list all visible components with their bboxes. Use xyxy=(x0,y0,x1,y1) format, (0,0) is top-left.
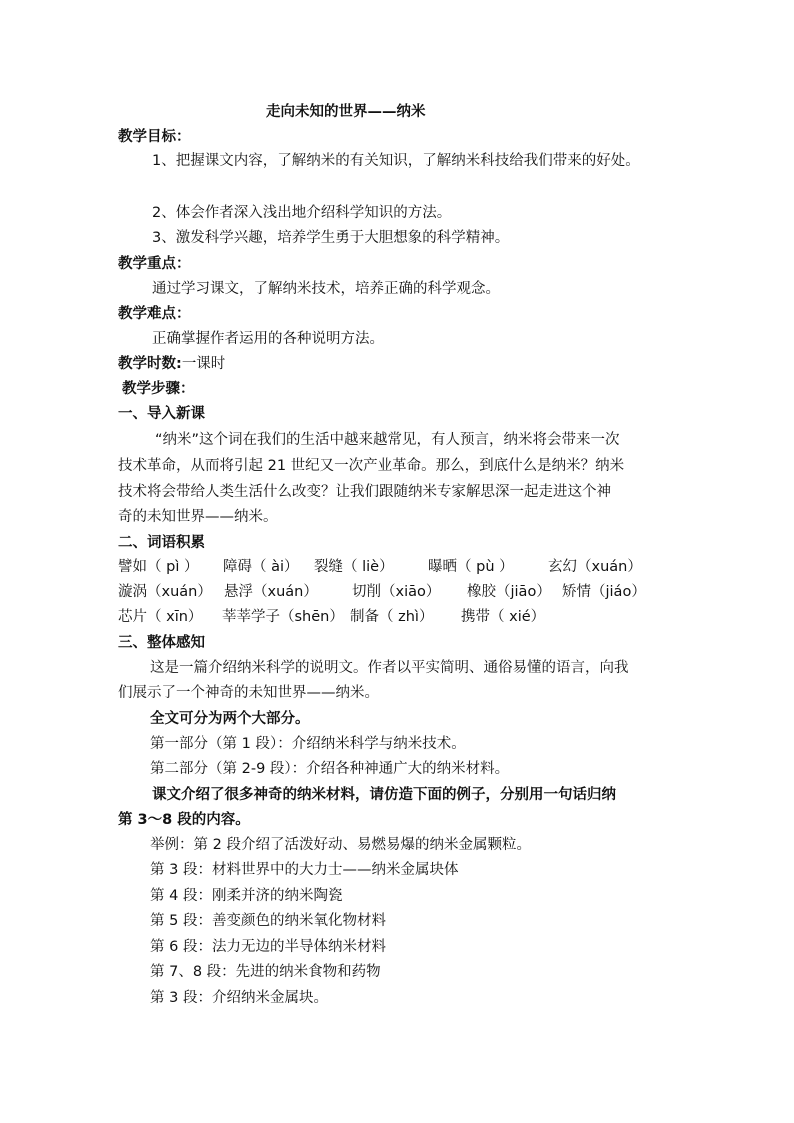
vocab-pinyin: （jiāo） xyxy=(496,584,551,600)
steps-heading: 教学步骤： xyxy=(122,381,195,397)
vocab-word: 携带 xyxy=(461,609,490,625)
vocab-word: 漩涡 xyxy=(118,584,147,600)
vocab-item xyxy=(314,557,394,577)
vocab-pinyin: （ ài） xyxy=(252,559,299,575)
vocab-pinyin: （ liè） xyxy=(343,559,394,575)
task-line-1: 课文介绍了很多神奇的纳米材料，请仿造下面的例子，分别用一句话归纳 xyxy=(152,787,616,803)
vocab-pinyin: （ xīn） xyxy=(147,609,203,625)
vocab-word: 矫情 xyxy=(562,584,591,600)
hours-value: 一课时 xyxy=(181,356,226,372)
goal-item-2: 2、体会作者深入浅出地介绍科学知识的方法。 xyxy=(152,205,452,221)
vocab-pinyin: （ pì ） xyxy=(147,559,199,575)
vocab-item xyxy=(118,582,212,602)
part-item-1: 第一部分（第 1 段）：介绍纳米科学与纳米技术。 xyxy=(150,736,466,752)
vocab-item xyxy=(467,582,551,602)
vocab-pinyin: （xuán） xyxy=(253,584,318,600)
vocab-word: 譬如 xyxy=(118,559,147,575)
vocab-item xyxy=(118,607,202,627)
goal-item-3: 3、激发科学兴趣，培养学生勇于大胆想象的科学精神。 xyxy=(152,230,510,246)
summary-item: 第 7、8 段：先进的纳米食物和药物 xyxy=(150,964,381,980)
vocab-item xyxy=(562,582,646,602)
key-points-text: 通过学习课文，了解纳米技术，培养正确的科学观念。 xyxy=(152,281,500,297)
vocab-word: 制备 xyxy=(350,609,379,625)
goals-heading: 教学目标： xyxy=(118,129,191,145)
vocab-item xyxy=(223,557,299,577)
task-line-2: 第 3～8 段的内容。 xyxy=(118,812,250,828)
vocab-item xyxy=(350,607,433,627)
key-points-heading: 教学重点： xyxy=(118,256,191,272)
vocab-word: 障碍 xyxy=(223,559,252,575)
vocab-item xyxy=(461,607,545,627)
vocab-pinyin: （shēn） xyxy=(280,609,344,625)
vocab-word: 莘莘学子 xyxy=(222,609,280,625)
doc-title: 走向未知的世界——纳米 xyxy=(266,104,426,120)
vocab-word: 芯片 xyxy=(118,609,147,625)
summary-item: 第 6 段：法力无边的半导体纳米材料 xyxy=(150,939,386,955)
vocab-item xyxy=(352,582,440,602)
vocab-word: 切削 xyxy=(352,584,381,600)
section1-line-3: 技术将会带给人类生活什么改变？让我们跟随纳米专家解思深一起走进这个神 xyxy=(118,484,611,500)
vocab-item xyxy=(222,607,344,627)
vocab-item xyxy=(118,557,198,577)
vocab-pinyin: （ pù ） xyxy=(457,559,514,575)
section1-heading: 一、导入新课 xyxy=(118,406,205,422)
section2-heading: 二、词语积累 xyxy=(118,535,205,551)
section3-heading: 三、整体感知 xyxy=(118,635,205,651)
section1-line-1: “纳米”这个词在我们的生活中越来越常见，有人预言，纳米将会带来一次 xyxy=(155,432,620,448)
section1-line-2: 技术革命，从而将引起 21 世纪又一次产业革命。那么，到底什么是纳米？纳米 xyxy=(118,458,625,474)
summary-item: 第 4 段：刚柔并济的纳米陶瓷 xyxy=(150,888,343,904)
vocab-item xyxy=(548,557,642,577)
vocab-word: 玄幻 xyxy=(548,559,577,575)
summary-item: 举例：第 2 段介绍了活泼好动、易燃易爆的纳米金属颗粒。 xyxy=(150,837,531,853)
section1-line-4: 奇的未知世界——纳米。 xyxy=(118,509,278,525)
section3-intro-2: 们展示了一个神奇的未知世界——纳米。 xyxy=(118,685,379,701)
summary-item: 第 3 段：介绍纳米金属块。 xyxy=(150,990,328,1006)
vocab-pinyin: （xiāo） xyxy=(381,584,441,600)
part-item-2: 第二部分（第 2-9 段）：介绍各种神通广大的纳米材料。 xyxy=(150,761,510,777)
vocab-word: 裂缝 xyxy=(314,559,343,575)
parts-heading: 全文可分为两个大部分。 xyxy=(150,711,310,727)
vocab-word: 橡胶 xyxy=(467,584,496,600)
hours-label: 教学时数: xyxy=(118,356,182,372)
vocab-item xyxy=(224,582,318,602)
summary-item: 第 3 段：材料世界中的大力士——纳米金属块体 xyxy=(150,862,459,878)
summary-item: 第 5 段：善变颜色的纳米氧化物材料 xyxy=(150,913,386,929)
vocab-pinyin: （ xié） xyxy=(490,609,546,625)
hours-line xyxy=(118,354,225,374)
vocab-pinyin: （xuán） xyxy=(147,584,212,600)
vocab-pinyin: （xuán） xyxy=(577,559,642,575)
difficulties-heading: 教学难点： xyxy=(118,306,191,322)
goal-item-1: 1、把握课文内容，了解纳米的有关知识，了解纳米科技给我们带来的好处。 xyxy=(152,153,640,169)
vocab-word: 悬浮 xyxy=(224,584,253,600)
difficulties-text: 正确掌握作者运用的各种说明方法。 xyxy=(152,331,384,347)
vocab-item xyxy=(428,557,514,577)
vocab-word: 曝晒 xyxy=(428,559,457,575)
section3-intro-1: 这是一篇介绍纳米科学的说明文。作者以平实简明、通俗易懂的语言，向我 xyxy=(150,660,629,676)
vocab-pinyin: （ zhì） xyxy=(379,609,434,625)
vocab-pinyin: （jiáo） xyxy=(591,584,646,600)
